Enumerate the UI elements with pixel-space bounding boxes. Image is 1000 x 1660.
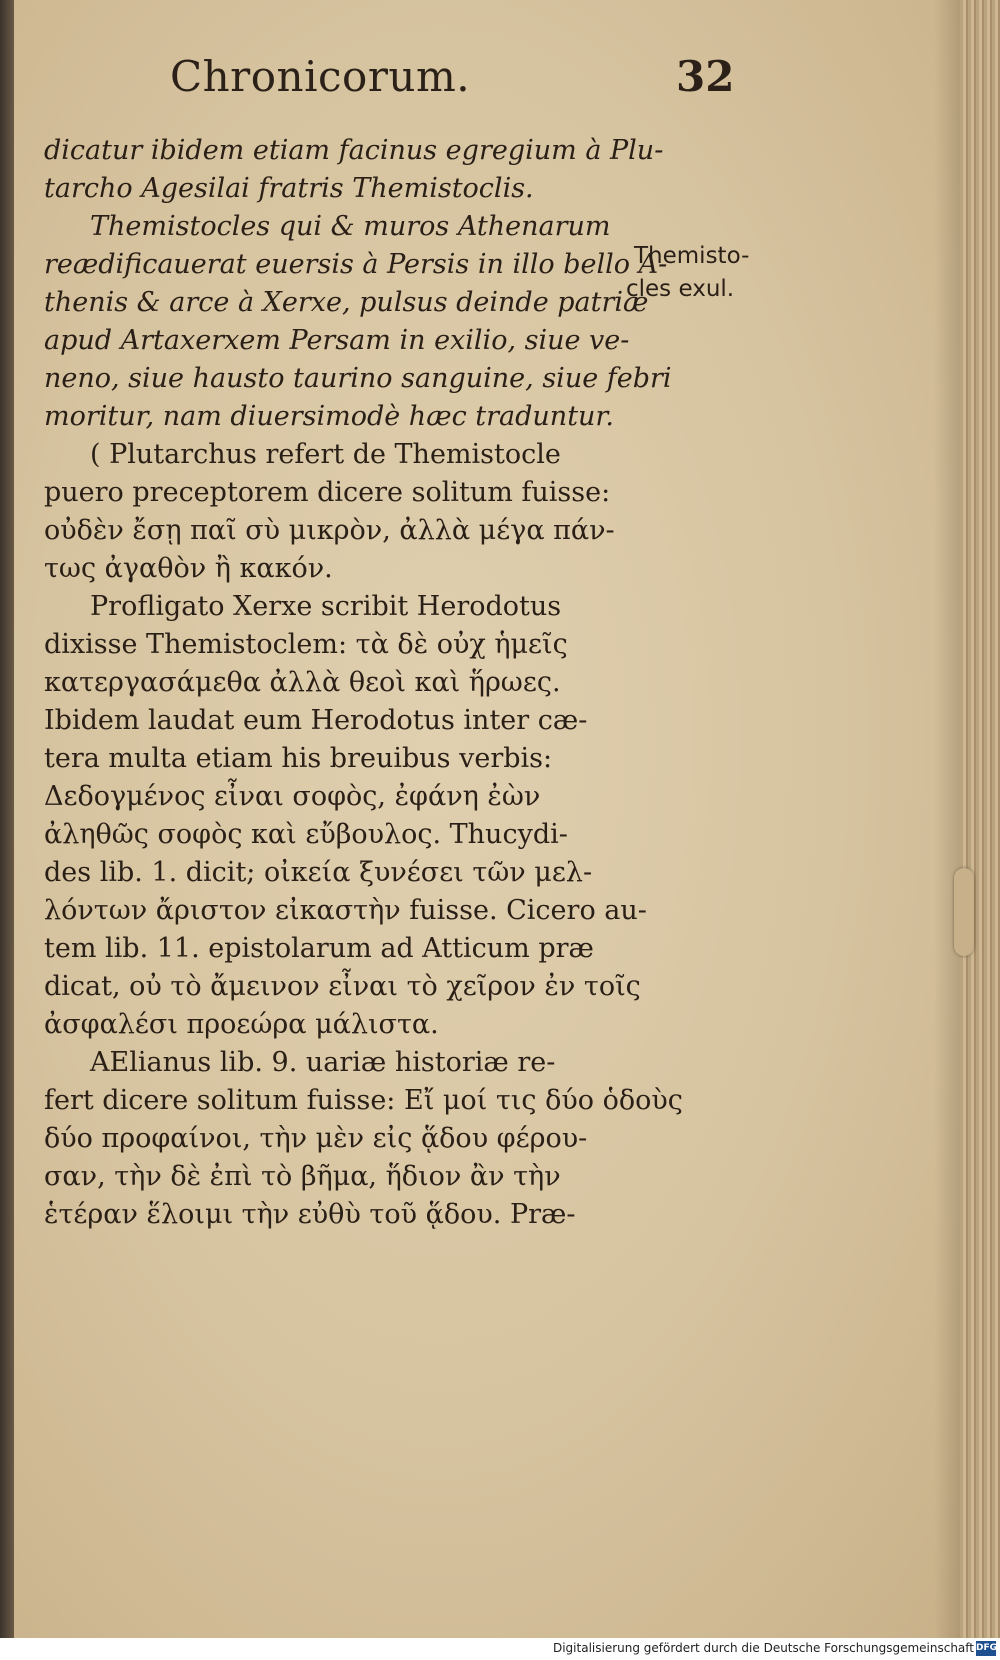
- text-line: κατεργασάμεθα ἀλλὰ θεοὶ καὶ ἥρωες.: [44, 667, 561, 698]
- text-line: reædificauerat euersis à Persis in illo bello A-: [44, 249, 668, 280]
- text-line: τως ἀγαθὸν ἢ κακόν.: [44, 553, 333, 584]
- text-line: Profligato Xerxe scribit Herodotus: [90, 591, 562, 622]
- text-line: fert dicere solitum fuisse: Εἴ μοί τις δύο ὁδοὺς: [44, 1085, 683, 1116]
- text-line: dixisse Themistoclem: τὰ δὲ οὐχ ἡμεῖς: [44, 629, 568, 660]
- bleed-through-reverse-1: [740, 390, 830, 450]
- text-line: dicat, οὐ τὸ ἄμεινον εἶναι τὸ χεῖρον ἐν τοῖς: [44, 971, 641, 1002]
- text-line: Δεδογμένος εἶναι σοφὸς, ἐφάνη ἐὼν: [44, 781, 541, 812]
- text-line: dicatur ibidem etiam facinus egregium à Plu-: [44, 135, 664, 166]
- text-line: moritur, nam diuersimodè hæc traduntur.: [44, 401, 614, 432]
- text-line: ἀληθῶς σοφὸς καὶ εὔβουλος. Thucydi-: [44, 819, 568, 850]
- text-line: neno, siue hausto taurino sanguine, siue febri: [44, 363, 672, 394]
- paragraph-3: [44, 436, 694, 588]
- text-line: ἑτέραν ἕλοιμι τὴν εὐθὺ τοῦ ᾅδου. Præ-: [44, 1199, 576, 1230]
- paragraph-1: [44, 132, 694, 208]
- paragraph-5: [44, 1044, 694, 1234]
- text-line: ἀσφαλέσι προεώρα μάλιστα.: [44, 1009, 439, 1040]
- text-line: tarcho Agesilai fratris Themistoclis.: [44, 173, 534, 204]
- footer-credit: Digitalisierung gefördert durch die Deutsche Forschungsgemeinschaft: [552, 1641, 974, 1655]
- paragraph-2: [44, 208, 694, 436]
- text-line: λόντων ἄριστον εἰκαστὴν fuisse. Cicero au-: [44, 895, 647, 926]
- text-line: tera multa etiam his breuibus verbis:: [44, 743, 553, 774]
- margin-note: [626, 240, 750, 306]
- dfg-logo: DFG: [976, 1641, 996, 1656]
- book-spine-edge: [0, 0, 14, 1660]
- page-number: 32: [676, 52, 735, 101]
- margin-note-line: Themisto-: [634, 243, 750, 269]
- text-line: puero preceptorem dicere solitum fuisse:: [44, 477, 611, 508]
- page-tab-marker: [954, 868, 974, 956]
- text-line: Ibidem laudat eum Herodotus inter cæ-: [44, 705, 588, 736]
- book-fore-edge: [960, 0, 1000, 1638]
- text-line: οὐδὲν ἔσῃ παῖ σὺ μικρὸν, ἀλλὰ μέγα πάν-: [44, 515, 615, 546]
- text-line: des lib. 1. dicit; οἰκεία ξυνέσει τῶν μελ-: [44, 857, 593, 888]
- text-line: ( Plutarchus refert de Themistocle: [90, 439, 561, 470]
- text-line: tem lib. 11. epistolarum ad Atticum præ: [44, 933, 594, 964]
- text-line: σαν, τὴν δὲ ἐπὶ τὸ βῆμα, ἥδιον ἂν τὴν: [44, 1161, 561, 1192]
- text-line: apud Artaxerxem Persam in exilio, siue ve-: [44, 325, 630, 356]
- main-text-block: [44, 132, 694, 1234]
- text-line: δύο προφαίνοι, τὴν μὲν εἰς ᾅδου φέρου-: [44, 1123, 588, 1154]
- paragraph-4: [44, 588, 694, 1044]
- text-line: thenis & arce à Xerxe, pulsus deinde patriæ: [44, 287, 649, 318]
- text-line: Themistocles qui & muros Athenarum: [90, 211, 611, 242]
- margin-note-line: cles exul.: [626, 276, 735, 302]
- running-head: Chronicorum.: [170, 52, 471, 101]
- text-line: AElianus lib. 9. uariæ historiæ re-: [90, 1047, 556, 1078]
